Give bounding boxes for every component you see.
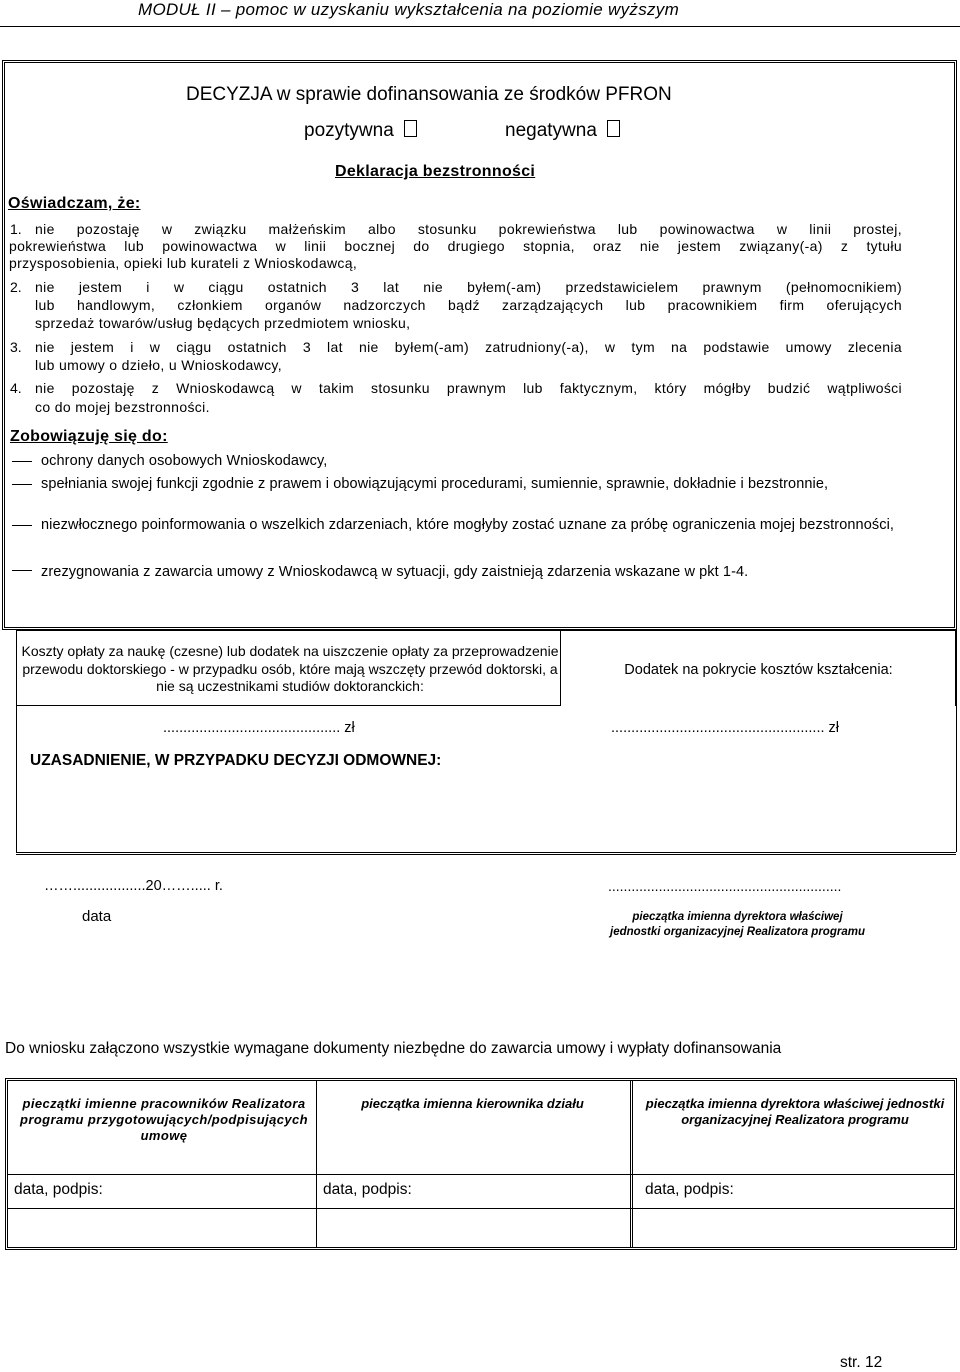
director-stamp-header: pieczątka imienna dyrektora właściwej jednostki organizacyjnej Realizatora programu (645, 1096, 945, 1127)
positive-label: pozytywna (304, 120, 394, 141)
statement-line: lub handlowym, członkiem organów nadzorczych bądź zarządzających lub pracownikiem firm oferujących (35, 297, 902, 313)
page-number: str. 12 (840, 1354, 883, 1371)
bonus-amount-field[interactable]: ..................................................... zł (611, 720, 840, 736)
justification-label: UZASADNIENIE, W PRZYPADKU DECYZJI ODMOWNEJ: (30, 752, 442, 769)
decision-title: DECYZJA w sprawie dofinansowania ze środków PFRON (186, 84, 672, 105)
positive-option[interactable] (304, 120, 417, 142)
employees-signature-field[interactable]: data, podpis: (14, 1181, 103, 1198)
statement-number: 2. (10, 279, 22, 295)
costs-bottom-border (16, 852, 956, 855)
director-stamp-label: pieczątka imienna dyrektora właściwej jednostki organizacyjnej Realizatora programu (610, 911, 865, 938)
tuition-amount-field[interactable]: ............................................ zł (163, 720, 355, 736)
header-divider (0, 26, 960, 27)
manager-stamp-header: pieczątka imienna kierownika działu (361, 1096, 584, 1111)
negative-label: negatywna (505, 120, 597, 141)
statement-line: sprzedaż towarów/usług będących przedmiotem wniosku, (35, 315, 411, 331)
dash-icon (12, 570, 32, 571)
obligation-item: niezwłocznego poinformowania o wszelkich zdarzeniach, które mogłyby zostać uznane za próbę ograniczenia mojej bezstronności, (41, 517, 895, 533)
tuition-cost-label: Koszty opłaty za naukę (czesne) lub dodatek na uiszczenie opłaty za przeprowadzenie przewodu doktorskiego - w przypadku osób, które mają wszczęty przewód doktorski, a nie są uczestnikami studiów doktoranckich: (21, 643, 559, 694)
statement-number: 4. (10, 380, 22, 396)
negative-option[interactable] (505, 120, 620, 142)
negative-checkbox-icon[interactable] (607, 120, 620, 137)
column-divider (316, 1081, 317, 1247)
employees-stamp-header: pieczątki imienne pracowników Realizatora programu przygotowujących/podpisujących umowę (20, 1096, 308, 1143)
obligations-label: Zobowiązuję się do: (10, 428, 168, 445)
signature-field[interactable]: ............................................................ (608, 878, 842, 894)
dash-icon (12, 484, 32, 485)
statement-line: nie pozostaję w związku małżeńskim albo stosunku pokrewieństwa lub powinowactwa w linii prostej, (35, 221, 902, 237)
declare-label: Oświadczam, że: (8, 195, 141, 212)
row-divider (8, 1174, 954, 1175)
column-divider (630, 1081, 633, 1247)
education-bonus-label: Dodatek na pokrycie kosztów kształcenia: (624, 662, 893, 678)
obligation-item: ochrony danych osobowych Wnioskodawcy, (41, 453, 328, 469)
statement-line: co do mojej bezstronności. (35, 399, 210, 415)
obligation-item: zrezygnowania z zawarcia umowy z Wnioskodawcą w sytuacji, gdy zaistnieją zdarzenia wskazane w pkt 1-4. (41, 564, 749, 580)
manager-signature-field[interactable]: data, podpis: (323, 1181, 412, 1198)
director-signature-field[interactable]: data, podpis: (645, 1181, 734, 1198)
statement-line: lub umowy o dzieło, u Wnioskodawcy, (35, 357, 282, 373)
statement-line: nie pozostaję z Wnioskodawcą w takim stosunku prawnym lub faktycznym, który mógłby budzić wątpliwości (35, 380, 902, 396)
dash-icon (12, 525, 32, 526)
obligation-item: spełniania swojej funkcji zgodnie z prawem i obowiązującymi procedurami, sumiennie, sprawnie, dokładnie i bezstronnie, (41, 476, 829, 492)
statement-number: 3. (10, 339, 22, 355)
dash-icon (12, 461, 32, 462)
row-divider (8, 1208, 954, 1209)
statement-line: przysposobienia, opieki lub kurateli z Wnioskodawcą, (9, 255, 358, 271)
statement-line: nie jestem i w ciągu ostatnich 3 lat nie byłem(-am) zatrudniony(-a), w tym na podstawie umowy zlecenia (35, 339, 902, 355)
declaration-subtitle: Deklaracja bezstronności (335, 163, 536, 180)
date-label: data (82, 908, 112, 925)
page-header: MODUŁ II – pomoc w uzyskaniu wykształcenia na poziomie wyższym (138, 0, 680, 19)
statement-number: 1. (10, 221, 22, 237)
costs-right-border (956, 630, 957, 852)
statement-line: nie jestem i w ciągu ostatnich 3 lat nie byłem(-am) przedstawicielem prawnym (pełnomocnikiem) (35, 279, 902, 295)
positive-checkbox-icon[interactable] (404, 120, 417, 137)
attachments-statement: Do wniosku załączono wszystkie wymagane dokumenty niezbędne do zawarcia umowy i wypłaty dofinansowania (5, 1040, 782, 1057)
statement-line: pokrewieństwa lub powinowactwa w linii bocznej do drugiego stopnia, oraz nie jestem związany(-a) z tytułu (9, 238, 902, 254)
date-field[interactable]: ……..................20……..... r. (44, 878, 223, 894)
